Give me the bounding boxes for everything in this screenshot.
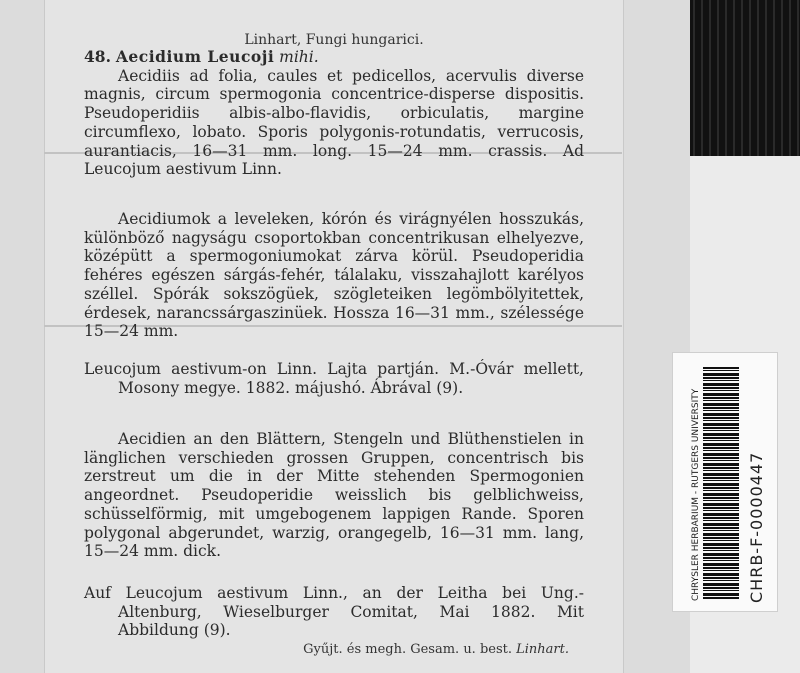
locality-german: Auf Leucojum aestivum Linn., an der Leitha bei Ung.-Altenburg, Wieselburger Comitat, Mai 1882. Mit Abbildung (9). bbox=[84, 584, 584, 640]
locality-hu-section bbox=[84, 360, 584, 397]
locality-de-section bbox=[84, 584, 584, 640]
hungarian-description: Aecidiumok a leveleken, kórón és virágnyélen hosszukás, különböző nagyságu csoportokban concentrikusan elhelyezve, középütt a spermogoniumokat zárva körül. Pseudoperidia fehéres egészen sárgás-fehér, tálalaku, visszahajlott karélyos széllel. Spórák sokszögüek, szögleteiken legömbölyitettek, érdesek, narancssárgaszinüek. Hossza 16—31 mm., szélessége 15—24 mm. bbox=[84, 210, 584, 341]
catalog-number: CHRB-F-0000447 bbox=[747, 451, 766, 603]
species-author: mihi. bbox=[279, 48, 319, 66]
dark-swatch bbox=[690, 0, 800, 156]
barcode bbox=[703, 367, 739, 599]
institution-name: CHRYSLER HERBARIUM - RUTGERS UNIVERSITY bbox=[691, 388, 701, 601]
latin-description: Aecidiis ad folia, caules et pedicellos, acervulis diverse magnis, circum spermogonia concentrice-disperse dispositis. Pseudoperidiis albis-albo-flavidis, orbiculatis, margine circumflexo, lobato. Sporis polygonis-rotundatis, verrucosis, aurantiacis, 16—31 mm. long. 15—24 mm. crassis. Ad Leucojum aestivum Linn. bbox=[84, 66, 584, 179]
locality-hungarian: Leucojum aestivum-on Linn. Lajta partján. M.-Óvár mellett, Mosony megye. 1882. májushó. Ábrával (9). bbox=[84, 360, 584, 397]
exsiccata-number: 48. bbox=[84, 47, 111, 66]
hungarian-section bbox=[84, 210, 584, 341]
collector-line bbox=[84, 642, 569, 657]
label-body bbox=[84, 48, 584, 179]
species-name: Aecidium Leucoji bbox=[115, 47, 275, 66]
collector-prefix: Gyűjt. és megh. Gesam. u. best. bbox=[303, 642, 512, 657]
species-heading bbox=[84, 48, 584, 67]
barcode-label bbox=[672, 352, 778, 612]
german-description: Aecidien an den Blättern, Stengeln und Blüthenstielen in länglichen verschieden grossen Gruppen, concentrisch bis zerstreut um die in der Mitte stehenden Spermogonien angeordnet. Pseudoperidie weisslich bis gelblichweiss, schüsselförmig, mit umgebogenem lappigen Rande. Sporen polygonal abgerundet, warzig, orangegelb, 16—31 mm. lang, 15—24 mm. dick. bbox=[84, 430, 584, 561]
label-header: Linhart, Fungi hungarici. bbox=[244, 32, 424, 48]
german-section bbox=[84, 430, 584, 561]
collector-name: Linhart. bbox=[516, 642, 569, 657]
